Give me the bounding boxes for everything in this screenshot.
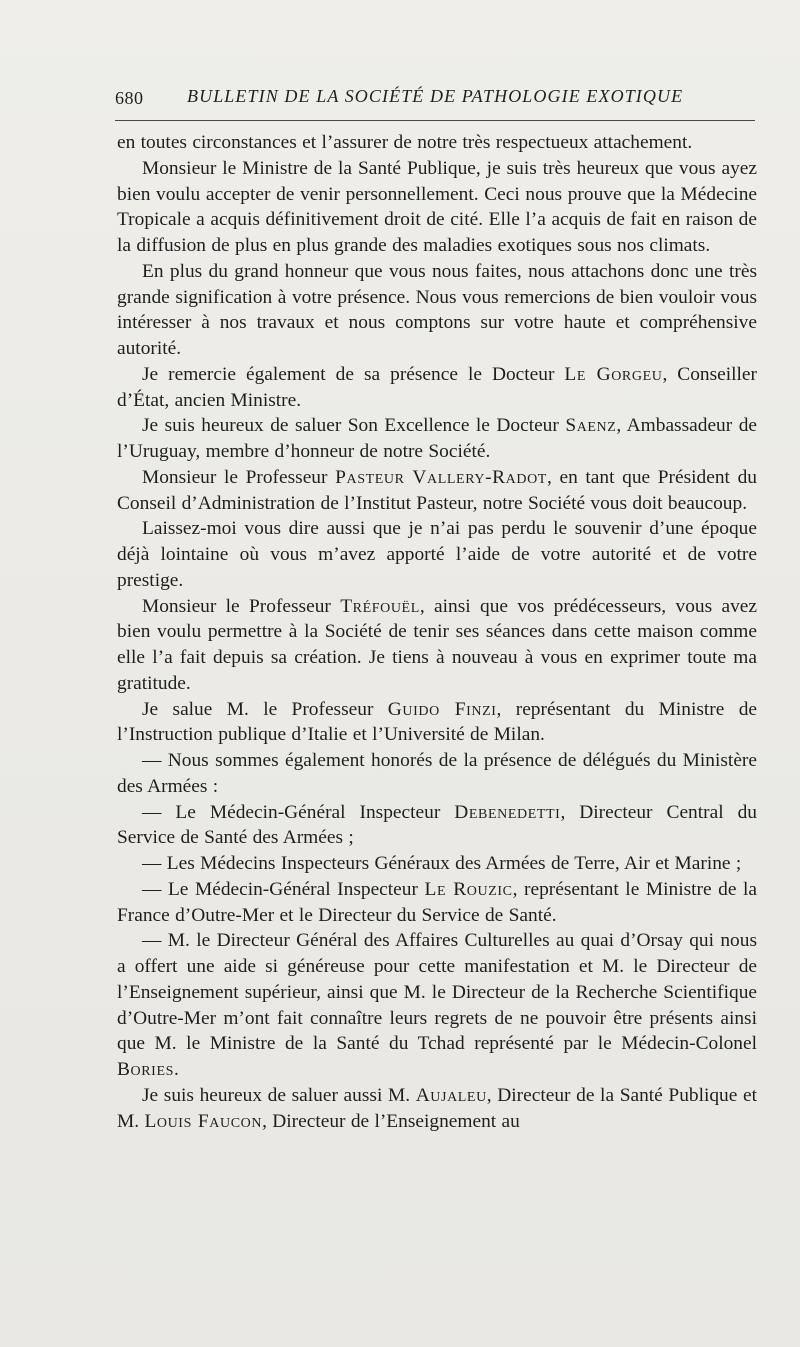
text-run: , Directeur de la Santé Publique et M.: [117, 1084, 757, 1132]
text-run: en toutes circonstances et l’assurer de notre très respectueux attachement.: [117, 132, 693, 153]
header-rule: [115, 120, 755, 121]
page-header: [115, 82, 755, 116]
paragraph-p2: [117, 156, 757, 259]
body-text: [117, 130, 757, 1134]
text-run: — Le Médecin-Général Inspecteur: [142, 801, 455, 823]
person-name: Debenedetti: [454, 801, 561, 823]
text-run: , ainsi que vos prédécesseurs, vous avez bien voulu permettre à la Société de tenir ses séances dans cette maison comme elle l’a fait depuis sa création. Je tiens à nouveau à vous en exprimer toute ma gratitude.: [117, 595, 757, 694]
person-name: Le Gorgeu: [564, 363, 663, 385]
person-name: Bories: [117, 1059, 174, 1080]
text-run: , Conseiller d’État, ancien Ministre.: [117, 363, 757, 411]
text-run: — Nous sommes également honorés de la présence de délégués du Ministère des Armées :: [117, 750, 757, 797]
text-run: Laissez-moi vous dire aussi que je n’ai pas perdu le souvenir d’une époque déjà lointaine où vous m’avez apporté l’aide de votre autorité et de votre prestige.: [117, 518, 757, 591]
paragraph-p10: [117, 748, 757, 800]
person-name: Tréfouël: [340, 595, 420, 617]
text-run: .: [173, 1059, 179, 1080]
paragraph-p12: [117, 851, 757, 877]
text-run: Monsieur le Ministre de la Santé Publique, je suis très heureux que vous ayez bien voulu accepter de venir personnellement. Ceci nous prouve que la Médecine Tropicale a acquis définitivement droit de cité. Elle l’a acquis de fait en raison de la diffusion de plus en plus grande des maladies exotiques sous nos climats.: [117, 157, 757, 256]
paragraph-p7: [117, 516, 757, 593]
paragraph-p1: [117, 130, 757, 156]
person-name: Saenz: [565, 415, 617, 437]
text-run: , Ambassadeur de l’Uruguay, membre d’honneur de notre Société.: [117, 415, 757, 462]
text-run: , Directeur Central du Service de Santé des Armées ;: [117, 801, 757, 849]
page-number: 680: [115, 88, 144, 108]
paragraph-p4: [117, 362, 757, 414]
person-name: Guido Finzi: [387, 698, 497, 720]
paragraph-p5: [117, 413, 757, 465]
paragraph-p13: [117, 877, 757, 929]
paragraph-p3: [117, 259, 757, 362]
text-run: , Directeur de l’Enseignement au: [262, 1110, 520, 1132]
text-run: — Le Médecin-Général Inspecteur: [142, 878, 425, 900]
text-run: Monsieur le Professeur: [142, 466, 336, 488]
paragraph-p14: [117, 928, 757, 1083]
text-run: — M. le Directeur Général des Affaires Culturelles au quai d’Orsay qui nous a offert une aide si généreuse pour cette manifestation et M. le Directeur de l’Enseignement supérieur, ainsi que M. le Directeur de la Recherche Scientifique d’Outre-Mer m’ont fait connaître leurs regrets de ne pouvoir être présents ainsi que M. le Ministre de la Santé du Tchad représenté par le Médecin-Colonel: [117, 930, 757, 1055]
paragraph-p15: [117, 1083, 757, 1135]
paragraph-p11: [117, 800, 757, 852]
text-run: , représentant du Ministre de l’Instruction publique d’Italie et l’Université de Milan.: [117, 698, 758, 746]
text-run: Je remercie également de sa présence le Docteur: [142, 363, 565, 385]
text-run: Je salue M. le Professeur: [142, 698, 388, 720]
paragraph-p8: [117, 594, 757, 697]
text-run: En plus du grand honneur que vous nous faites, nous attachons donc une très grande signification à votre présence. Nous vous remercions de bien vouloir vous intéresser à nos travaux et nous comptons sur votre haute et compréhensive autorité.: [117, 260, 757, 359]
person-name: Pasteur Vallery-Radot: [335, 466, 547, 488]
text-run: Je suis heureux de saluer Son Excellence le Docteur: [142, 415, 566, 437]
running-title: BULLETIN DE LA SOCIÉTÉ DE PATHOLOGIE EXOTIQUE: [187, 86, 684, 106]
text-run: — Les Médecins Inspecteurs Généraux des Armées de Terre, Air et Marine ;: [142, 853, 742, 874]
text-run: , représentant le Ministre de la France d’Outre-Mer et le Directeur du Service de Santé.: [117, 878, 757, 926]
text-run: Je suis heureux de saluer aussi M.: [142, 1084, 416, 1106]
person-name: Le Rouzic: [424, 878, 513, 900]
person-name: Aujaleu: [415, 1084, 487, 1106]
paragraph-p9: [117, 697, 757, 749]
text-run: , en tant que Président du Conseil d’Administration de l’Institut Pasteur, notre Société vous doit beaucoup.: [117, 466, 757, 514]
text-run: Monsieur le Professeur: [142, 595, 341, 617]
paragraph-p6: [117, 465, 757, 517]
person-name: Louis Faucon: [144, 1110, 263, 1132]
